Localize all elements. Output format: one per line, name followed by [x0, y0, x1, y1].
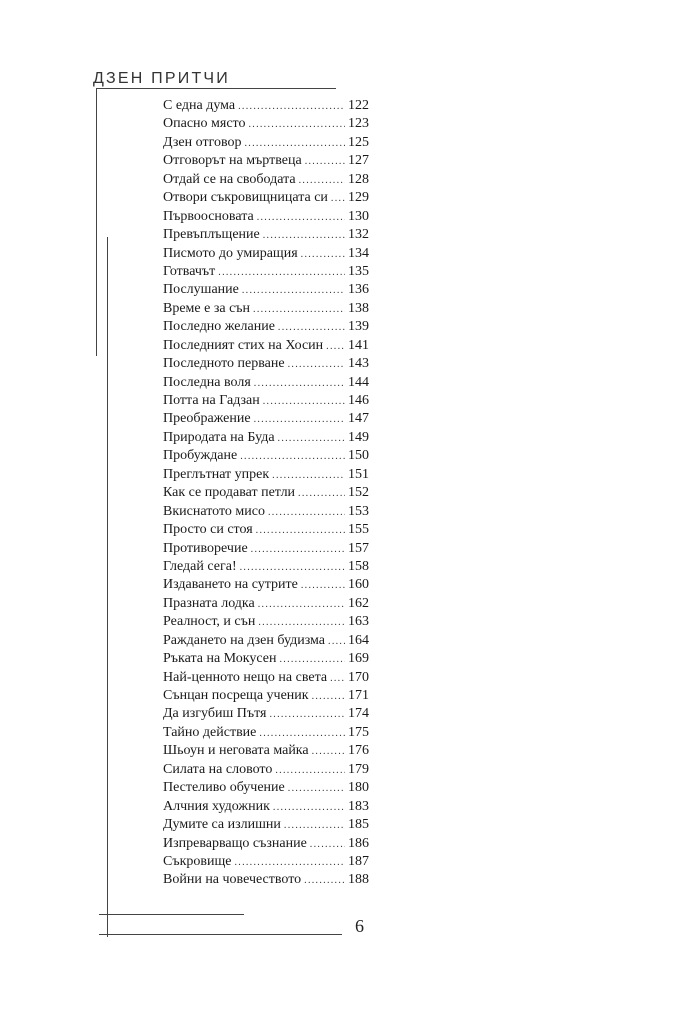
toc-entry — [163, 374, 369, 392]
dot-leader — [254, 411, 345, 429]
dot-leader — [248, 116, 345, 134]
dot-leader — [256, 522, 345, 540]
dot-leader — [312, 688, 345, 706]
dot-leader — [312, 743, 345, 761]
toc-entry — [163, 447, 369, 465]
dot-leader — [251, 541, 345, 559]
toc-entry-page: 139 — [348, 319, 369, 335]
toc-entry — [163, 871, 369, 889]
toc-entry-page: 153 — [348, 503, 369, 519]
dot-leader — [301, 577, 345, 595]
toc-entry — [163, 208, 369, 226]
toc-entry-title: Вкиснатото мисо — [163, 503, 265, 519]
dot-leader — [328, 633, 345, 651]
header-vertical-rule — [96, 88, 97, 356]
toc-entry — [163, 503, 369, 521]
toc-entry-page: 151 — [348, 466, 369, 482]
dot-leader — [242, 282, 345, 300]
toc-entry-title: Съкровище — [163, 853, 232, 869]
dot-leader — [301, 246, 345, 264]
dot-leader — [240, 448, 345, 466]
toc-entry-title: Опасно място — [163, 116, 246, 132]
toc-entry — [163, 97, 369, 115]
toc-entry — [163, 798, 369, 816]
toc-entry-title: Отговорът на мъртвеца — [163, 153, 302, 169]
dot-leader — [263, 227, 345, 245]
toc-entry-page: 129 — [348, 190, 369, 206]
toc-entry-title: Природата на Буда — [163, 429, 275, 445]
toc-entry-title: Просто си стоя — [163, 522, 253, 538]
toc-entry-page: 171 — [348, 688, 369, 703]
toc-entry — [163, 337, 369, 355]
dot-leader — [298, 485, 345, 503]
toc-entry-page: 141 — [348, 337, 369, 353]
toc-entry-title: Пробуждане — [163, 448, 238, 464]
toc-entry-title: Реалност, и сън — [163, 614, 256, 630]
toc-entry-title: Готвачът — [163, 263, 216, 279]
toc-entry-page: 146 — [348, 393, 369, 408]
dot-leader — [326, 338, 345, 356]
toc-entry — [163, 300, 369, 318]
toc-entry — [163, 632, 369, 650]
toc-entry-title: Войни на човечеството — [163, 872, 302, 888]
toc-entry-page: 185 — [348, 817, 369, 833]
toc-entry-title: Време е за сън — [163, 300, 251, 316]
dot-leader — [330, 670, 345, 688]
toc-entry-title: Последното перване — [163, 356, 285, 372]
toc-entry-page: 187 — [348, 853, 369, 869]
toc-entry-page: 130 — [348, 208, 369, 224]
toc-entry-title: Отдай се на свободата — [163, 171, 296, 187]
toc-entry — [163, 521, 369, 539]
dot-leader — [278, 430, 345, 448]
toc-entry-title: Ръката на Мокусен — [163, 651, 277, 667]
dot-leader — [234, 854, 345, 872]
toc-entry-title: Превъплъщение — [163, 227, 260, 243]
toc-entry-title: Да изгубиш Пътя — [163, 706, 267, 722]
toc-entry — [163, 669, 369, 687]
toc-entry — [163, 189, 369, 207]
dot-leader — [275, 762, 345, 780]
toc-entry — [163, 724, 369, 742]
toc-entry-page: 186 — [348, 835, 369, 851]
toc-entry-title: Преглътнат упрек — [163, 466, 270, 482]
toc-entry-title: Последният стих на Хосин — [163, 337, 324, 353]
toc-entry-title: Гледай сега! — [163, 558, 237, 574]
toc-entry-title: Първоосновата — [163, 208, 254, 224]
toc-entry-title: Дзен отговор — [163, 134, 242, 150]
toc-entry-page: 170 — [348, 669, 369, 685]
toc-entry-title: Изпреварващо съзнание — [163, 835, 307, 851]
toc-entry-page: 163 — [348, 614, 369, 630]
toc-entry-page: 157 — [348, 540, 369, 556]
toc-entry-page: 138 — [348, 300, 369, 316]
toc-entry-page: 132 — [348, 227, 369, 243]
toc-entry-title: Последна воля — [163, 374, 251, 390]
toc-entry-page: 122 — [348, 98, 369, 113]
dot-leader — [304, 872, 345, 890]
dot-leader — [258, 596, 345, 614]
toc-entry-page: 160 — [348, 577, 369, 593]
toc-entry — [163, 392, 369, 410]
dot-leader — [238, 98, 345, 116]
toc-entry-title: Отвори съкровищницата си — [163, 190, 328, 206]
dot-leader — [244, 135, 345, 153]
toc-entry — [163, 742, 369, 760]
dot-leader — [279, 651, 345, 669]
toc-entry-page: 125 — [348, 134, 369, 150]
footer-long-rule — [99, 934, 342, 935]
toc-entry-title: Празната лодка — [163, 595, 255, 611]
dot-leader — [331, 190, 345, 208]
toc-entry — [163, 245, 369, 263]
dot-leader — [299, 172, 345, 190]
toc-entry-page: 128 — [348, 171, 369, 187]
footer-short-rule — [99, 914, 244, 915]
toc-entry-title: Раждането на дзен будизма — [163, 632, 326, 648]
toc-entry-page: 174 — [348, 706, 369, 722]
toc-entry — [163, 134, 369, 152]
toc-entry — [163, 761, 369, 779]
toc-entry-page: 180 — [348, 780, 369, 796]
dot-leader — [218, 264, 345, 282]
toc-entry — [163, 355, 369, 373]
dot-leader — [310, 836, 345, 854]
toc-entry — [163, 687, 369, 705]
toc-entry-title: Писмото до умиращия — [163, 245, 298, 261]
toc-entry-title: Силата на словото — [163, 761, 273, 777]
dot-leader — [288, 780, 345, 798]
header-horizontal-rule — [96, 88, 336, 89]
dot-leader — [259, 725, 345, 743]
toc-entry-title: Послушание — [163, 282, 239, 298]
toc-entry — [163, 540, 369, 558]
dot-leader — [278, 319, 345, 337]
toc-entry — [163, 853, 369, 871]
footer-vertical-rule — [107, 237, 108, 937]
toc-entry — [163, 171, 369, 189]
toc-entry — [163, 226, 369, 244]
dot-leader — [263, 393, 345, 411]
toc-entry-title: Преображение — [163, 411, 251, 427]
dot-leader — [257, 209, 345, 227]
toc-entry-title: С една дума — [163, 98, 236, 113]
toc-entry-title: Тайно действие — [163, 724, 257, 740]
toc-entry-page: 143 — [348, 356, 369, 372]
toc-entry-page: 183 — [348, 798, 369, 814]
table-of-contents — [163, 97, 369, 890]
toc-entry-page: 179 — [348, 761, 369, 777]
toc-entry-title: Алчния художник — [163, 798, 270, 814]
toc-entry-title: Потта на Гадзан — [163, 393, 260, 408]
toc-entry-title: Най-ценното нещо на света — [163, 669, 328, 685]
toc-entry-page: 149 — [348, 429, 369, 445]
dot-leader — [273, 799, 345, 817]
toc-entry-page: 188 — [348, 872, 369, 888]
dot-leader — [288, 356, 345, 374]
toc-entry-page: 134 — [348, 245, 369, 261]
dot-leader — [272, 467, 345, 485]
toc-entry — [163, 318, 369, 336]
toc-entry — [163, 613, 369, 631]
toc-entry-title: Противоречие — [163, 540, 248, 556]
toc-entry-page: 147 — [348, 411, 369, 427]
toc-entry — [163, 650, 369, 668]
toc-entry-title: Как се продават петли — [163, 485, 296, 501]
toc-entry-page: 169 — [348, 651, 369, 667]
toc-entry-page: 123 — [348, 116, 369, 132]
toc-entry — [163, 429, 369, 447]
toc-entry-page: 162 — [348, 595, 369, 611]
dot-leader — [269, 706, 345, 724]
toc-entry-title: Думите са излишни — [163, 817, 281, 833]
dot-leader — [268, 504, 345, 522]
dot-leader — [253, 301, 345, 319]
toc-entry-title: Издаването на сутрите — [163, 577, 298, 593]
toc-entry — [163, 410, 369, 428]
toc-entry-page: 150 — [348, 448, 369, 464]
dot-leader — [254, 375, 345, 393]
toc-entry — [163, 263, 369, 281]
toc-entry — [163, 466, 369, 484]
page-number: 6 — [355, 916, 364, 936]
dot-leader — [305, 153, 345, 171]
toc-entry-title: Пестеливо обучение — [163, 780, 285, 796]
toc-entry — [163, 576, 369, 594]
toc-entry-page: 158 — [348, 558, 369, 574]
toc-entry-page: 144 — [348, 374, 369, 390]
toc-entry — [163, 281, 369, 299]
toc-entry-page: 155 — [348, 522, 369, 538]
toc-entry-title: Сънцан посреща ученик — [163, 688, 309, 703]
toc-entry — [163, 835, 369, 853]
toc-entry — [163, 558, 369, 576]
toc-entry-page: 136 — [348, 282, 369, 298]
toc-entry — [163, 705, 369, 723]
dot-leader — [284, 817, 345, 835]
toc-entry-title: Шьоун и неговата майка — [163, 743, 309, 759]
toc-entry — [163, 484, 369, 502]
dot-leader — [258, 614, 345, 632]
toc-entry-page: 152 — [348, 485, 369, 501]
toc-entry-page: 176 — [348, 743, 369, 759]
toc-entry — [163, 779, 369, 797]
toc-entry-page: 164 — [348, 632, 369, 648]
toc-entry-page: 135 — [348, 263, 369, 279]
toc-entry — [163, 816, 369, 834]
toc-entry-title: Последно желание — [163, 319, 275, 335]
toc-entry — [163, 115, 369, 133]
toc-entry-page: 175 — [348, 724, 369, 740]
running-head: ДЗЕН ПРИТЧИ — [93, 70, 230, 87]
dot-leader — [240, 559, 345, 577]
toc-entry — [163, 595, 369, 613]
toc-entry-page: 127 — [348, 153, 369, 169]
toc-entry — [163, 152, 369, 170]
